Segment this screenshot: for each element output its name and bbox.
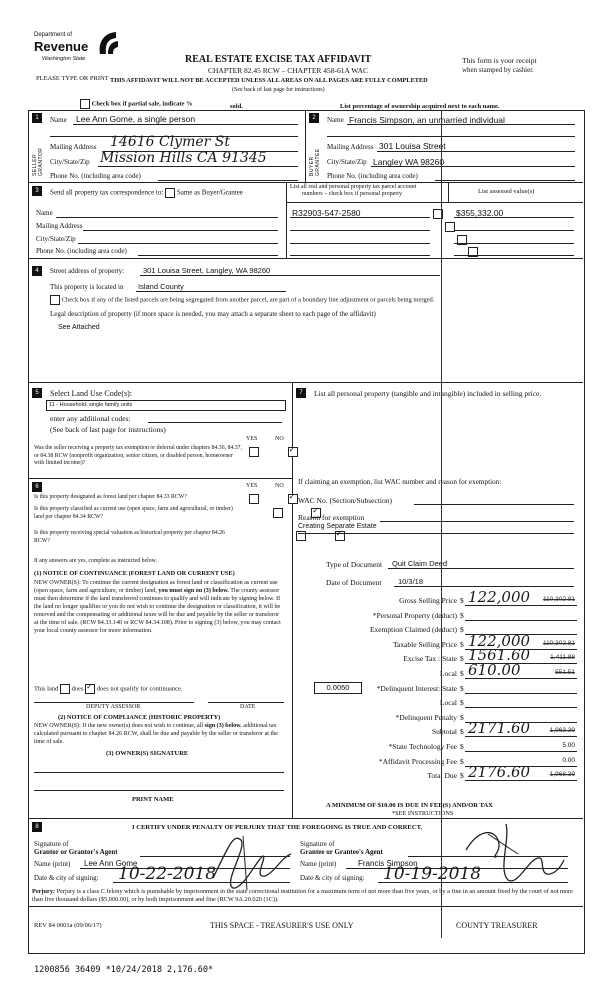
tax-row-handwritten: 1561.60 <box>468 646 531 665</box>
no-col-5: NO <box>275 436 284 442</box>
tax-row <box>292 588 583 608</box>
seller-city-value: Mission Hills CA 91345 <box>100 150 267 166</box>
tax-row-typed: 5.00 <box>562 742 575 749</box>
deputy-assessor-label: DEPUTY ASSESSOR <box>86 704 141 710</box>
receipt-stamp: 1200856 36409 *10/24/2018 2,176.60* <box>34 965 214 975</box>
buyer-mailing-value: 301 Louisa Street <box>379 141 446 151</box>
tax-row-handwritten: 2176.60 <box>468 763 531 782</box>
tax-row-dollar: $ <box>460 712 464 722</box>
please-type: PLEASE TYPE OR PRINT <box>36 75 109 82</box>
tax-row <box>292 646 583 666</box>
grantor-name-print-label: Name (print) <box>34 860 71 868</box>
send-correspondence-label: Send all property tax correspondence to: Same as Buyer/Grantee <box>50 188 243 197</box>
form-revision: REV 84 0001a (09/06/17) <box>34 922 102 929</box>
historic-question: Is this property receiving special valuation as historical property per chapter 84.26 RCW? <box>34 530 225 544</box>
tax-row-dollar: $ <box>460 756 464 766</box>
doc-date-value: 10/3/18 <box>398 577 424 586</box>
grantor-sig-label-1: Signature of <box>34 840 69 848</box>
treasurer-space-label: THIS SPACE - TREASURER'S USE ONLY <box>210 921 354 930</box>
owner-signature-field[interactable] <box>34 772 284 773</box>
doc-date-label: Date of Document <box>326 578 382 587</box>
local-rate-value: 0.0050 <box>326 683 350 692</box>
tax-row-typed: 110,302.81 <box>542 596 575 603</box>
seller-city-field[interactable] <box>98 166 298 167</box>
tax-row-typed: 1,968.39 <box>549 771 575 779</box>
tax-row <box>292 696 583 710</box>
segregated-label: Check box if any of the listed parcels are being segregated from another parcel, are part of a boundary line adjustment or parcels being merged. <box>61 296 435 304</box>
tax-row-field[interactable] <box>465 751 577 752</box>
tax-row-field[interactable] <box>465 620 577 621</box>
corr-mailing-field[interactable] <box>83 230 278 231</box>
corr-phone-label: Phone No. (including area code) <box>36 247 127 255</box>
warning-line: THIS AFFIDAVIT WILL NOT BE ACCEPTED UNLESS ALL AREAS ON ALL PAGES ARE FULLY COMPLETED <box>110 77 428 84</box>
legal-description-label: Legal description of property (if more space is needed, you may attach a separate sheet to each page of the affidavit) <box>50 310 376 318</box>
no-col-6: NO <box>275 483 284 489</box>
sold-label: sold. <box>230 103 243 110</box>
section-6 <box>28 478 293 819</box>
compliance-text: NEW OWNER(S): If the new owner(s) does not wish to continue, all sign (3) below. additional tax calculated pursuant to chapter 84.26 RCW, shall be due and payable by the seller or transferor at the time of sale. <box>34 723 278 745</box>
claiming-exemption-label: If claiming an exemption, list WAC number and reason for exemption: <box>298 478 502 486</box>
tax-row-label: *Delinquent Penalty <box>395 712 457 722</box>
section-4-number: 4 <box>32 266 42 276</box>
parcel-list-label-1: List all real and personal property tax parcel account <box>290 184 417 190</box>
tax-row-typed: 110,302.81 <box>542 639 575 647</box>
tax-row-dollar: $ <box>460 742 464 751</box>
corr-city-field[interactable] <box>78 243 278 244</box>
parcel-number: R32903-547-2580 <box>292 208 361 218</box>
tax-row <box>292 661 583 681</box>
tax-row-dollar: $ <box>460 698 464 708</box>
tax-row-field[interactable] <box>465 693 577 694</box>
section-3 <box>28 182 583 259</box>
section-2-number: 2 <box>309 113 319 123</box>
tax-row-dollar: $ <box>460 669 464 678</box>
logo-line3: Washington State <box>42 56 86 62</box>
local-rate-box[interactable] <box>314 682 362 694</box>
tax-row-label: Exemption Claimed (deduct) <box>369 625 457 635</box>
corr-name-field[interactable] <box>56 217 278 218</box>
located-label: This property is located in <box>50 283 124 291</box>
pen-line <box>441 110 442 938</box>
assessed-value-label: List assessed value(s) <box>478 188 535 195</box>
tax-row-dollar: $ <box>460 596 464 605</box>
partial-sale-row <box>80 99 193 109</box>
current-use-question: Is this property classified as current use (open space, farm and agricultural, or timber) land per chapter 84.34 RCW? <box>34 506 233 520</box>
tax-row-label: *Delinquent Interest: State <box>376 683 457 693</box>
tax-row-typed: 1,963.39 <box>549 727 575 735</box>
doc-type-value: Quit Claim Deed <box>392 559 448 568</box>
minimum-due-1: A MINIMUM OF $10.00 IS DUE IN FEE(S) AND/OR TAX <box>326 802 493 809</box>
buyer-city-label: City/State/Zip <box>327 158 367 166</box>
tax-row-label: *State Technology Fee <box>388 742 457 751</box>
grantor-date-label: Date & city of signing: <box>34 874 99 882</box>
corr-phone-field[interactable] <box>138 255 278 256</box>
reason-label: Reason for exemption <box>298 513 365 522</box>
does-not-checkbox[interactable] <box>85 684 95 694</box>
seller-phone-field[interactable] <box>158 180 298 181</box>
minimum-due-2: *SEE INSTRUCTIONS <box>392 810 454 817</box>
same-as-buyer-checkbox[interactable] <box>165 188 175 198</box>
section-6-number: 6 <box>32 482 42 492</box>
wac-field[interactable] <box>414 504 574 505</box>
if-yes-note: If any answers are yes, complete as instructed below. <box>34 558 157 564</box>
parcel-list-label-2: numbers – check box if personal property <box>302 191 402 197</box>
tax-row-dollar: $ <box>460 610 464 620</box>
grantee-sig-label-2: Grantee or Grantee's Agent <box>300 848 383 856</box>
deputy-date-label: DATE <box>240 704 256 710</box>
buyer-mailing-label: Mailing Address <box>327 143 374 151</box>
section-5-number: 5 <box>32 388 42 398</box>
section-3-number: 3 <box>32 186 42 196</box>
street-address-field[interactable] <box>140 275 440 276</box>
receipt-note-1: This form is your receipt <box>462 56 537 65</box>
yes-col-5: YES <box>246 436 258 442</box>
grantor-name-print-value: Lee Ann Gome <box>84 859 138 868</box>
tax-row <box>292 763 583 783</box>
tax-row-field[interactable] <box>465 707 577 708</box>
seller-name-value: Lee Ann Gome, a single person <box>76 114 196 124</box>
tax-row <box>292 623 583 637</box>
see-back-5: (See back of last page for instructions) <box>50 425 166 434</box>
buyer-phone-label: Phone No. (including area code) <box>327 172 418 180</box>
seller-name-field[interactable] <box>73 124 298 125</box>
tax-row-typed: 1,411.88 <box>550 654 575 662</box>
tax-row-label: Excise Tax : State <box>403 654 457 664</box>
seller-city-label: City/State/Zip <box>50 158 90 166</box>
logo-line1: Department of <box>34 32 73 38</box>
land-use-select[interactable] <box>46 400 286 411</box>
tax-row-handwritten: 122,000 <box>468 631 531 650</box>
forest-question: Is this property designated as forest land per chapter 84.33 RCW? <box>34 494 187 500</box>
located-field[interactable] <box>136 291 286 292</box>
list-percentage: List percentage of ownership acquired next to each name. <box>340 103 500 110</box>
tax-row-label: Total Due <box>427 771 457 781</box>
grantor-date-value: 10-22-2018 <box>118 864 217 884</box>
section-7-number: 7 <box>296 388 306 398</box>
assessed-value: $355,332.00 <box>456 208 504 218</box>
section-8-number: 8 <box>32 822 42 832</box>
tax-row-label: Taxable Selling Price <box>392 639 457 649</box>
this-land-row: This land does ✓ does not qualify for continuance. <box>34 684 183 694</box>
chapter-line: CHAPTER 82.45 RCW – CHAPTER 458-61A WAC <box>208 66 368 75</box>
grantee-date-value: 10-19-2018 <box>383 864 482 884</box>
partial-sale-label: Check box if partial sale, indicate % <box>91 100 193 108</box>
tax-row <box>292 711 583 725</box>
reason-field[interactable] <box>380 521 574 522</box>
receipt-note-2: when stamped by cashier. <box>462 66 534 74</box>
buyer-name-value: Francis Simpson, an unmarried individual <box>349 115 505 125</box>
logo-mark-icon <box>96 30 120 56</box>
segregated-checkbox[interactable] <box>50 295 60 305</box>
tax-row-dollar: $ <box>460 654 464 664</box>
same-as-buyer-label: Same as Buyer/Grantee <box>176 188 243 197</box>
segregated-row <box>50 295 434 305</box>
exemption-yes-checkbox[interactable] <box>249 447 259 457</box>
tax-row-handwritten: 2171.60 <box>468 719 531 738</box>
corr-city-label: City/State/Zip <box>36 235 76 243</box>
reason-value: Creating Separate Estate <box>298 523 377 530</box>
tax-row-label: *Affidavit Processing Fee <box>378 756 457 766</box>
does-checkbox[interactable] <box>60 684 70 694</box>
doc-type-label: Type of Document <box>326 560 383 569</box>
print-name-field[interactable] <box>34 790 284 791</box>
tax-row-handwritten: 122,000 <box>468 588 531 606</box>
continuance-title: (1) NOTICE OF CONTINUANCE (FOREST LAND OR CURRENT USE) <box>34 570 235 577</box>
buyer-city-value: Langley WA 98260 <box>373 157 445 167</box>
logo-line2: Revenue <box>34 39 89 54</box>
print-name-label: PRINT NAME <box>132 796 174 803</box>
tax-row-dollar: $ <box>460 771 464 781</box>
street-address-label: Street address of property: <box>50 267 125 275</box>
tax-row-dollar: $ <box>460 727 464 737</box>
located-value: Island County <box>138 282 184 291</box>
see-back-header: (See back of last page for instructions) <box>232 87 325 93</box>
tax-row-label: Gross Selling Price <box>399 596 457 605</box>
section-7 <box>292 382 583 819</box>
section-5 <box>28 382 293 479</box>
tax-row-typed: 0.00 <box>562 756 575 764</box>
additional-codes-field[interactable] <box>148 422 282 423</box>
grantor-sig-label-2: Grantor or Grantor's Agent <box>34 848 118 856</box>
grantee-name-print-label: Name (print) <box>300 860 337 868</box>
compliance-title: (2) NOTICE OF COMPLIANCE (HISTORIC PROPERTY) <box>58 714 221 721</box>
partial-sale-checkbox[interactable] <box>80 99 90 109</box>
forest-yes-checkbox[interactable] <box>249 494 259 504</box>
section-4 <box>28 258 583 383</box>
seller-mailing-label: Mailing Address <box>50 143 97 151</box>
buyer-name-label: Name <box>327 116 344 124</box>
tax-row <box>292 631 583 652</box>
tax-row-handwritten: 610.00 <box>468 661 521 679</box>
legal-description-value: See Attached <box>58 324 100 331</box>
tax-row-dollar: $ <box>460 625 464 635</box>
land-use-label: Select Land Use Code(s): <box>50 389 132 398</box>
doc-date-field[interactable] <box>394 586 574 587</box>
tax-row-label: *Personal Property (deduct) <box>372 610 457 620</box>
tax-row-label: Local <box>439 669 457 678</box>
corr-name-label: Name <box>36 209 53 217</box>
tax-row-typed: 551.51 <box>555 669 575 676</box>
grantee-sig-label-1: Signature of <box>300 840 335 848</box>
tax-row-label: Subtotal <box>431 727 457 737</box>
personal-property-label: List all personal property (tangible and intangible) included in selling price. <box>314 389 542 398</box>
corr-mailing-label: Mailing Address <box>36 222 83 230</box>
tax-row <box>292 755 583 769</box>
land-use-value: 11 - Household, single family units <box>49 402 133 408</box>
doc-type-field[interactable] <box>388 568 574 569</box>
perjury-notice: Perjury: Perjury is a class C felony which is punishable by imprisonment in the state correctional institution for a maximum term of not more than five years, or by a fine in an amount fixed by the court of not more than five thousand dollars ($5,000.00), or by both imprisonment and fine (RCW 9A.20.020 (1C)). <box>32 888 573 903</box>
section-2 <box>305 110 583 183</box>
seller-phone-label: Phone No. (including area code) <box>50 172 141 180</box>
tax-row-label: Local <box>439 698 457 708</box>
exemption-question: Was the seller receiving a property tax exemption or deferral under chapters 84.36, 84.37, or 84.38 RCW (nonprofit organization, senior citizen, or disabled person, homeowner with limited income)? <box>34 445 242 466</box>
wac-label: WAC No. (Section/Subsection) <box>298 496 392 505</box>
continuance-text: NEW OWNER(S): To continue the current designation as forest land or classification as current use (open space, farm and agriculture, or timber) land, you must sign on (3) below. The county assessor must then determine if the land transferred continues to qualify and will indicate by signing below. If the land no longer qualifies or you do not wish to continue the designation or classification, it will be removed and the compensating or additional taxes will be due and payable by the seller or transferor at the time of sale. (RCW 84.33.140 or RCW 84.34.108). Prior to signing (3) below, you may contact your local county assessor for more information. <box>34 580 281 634</box>
tax-row <box>292 719 583 739</box>
tax-row <box>292 609 583 623</box>
tax-row-dollar: $ <box>460 639 464 649</box>
yes-col-6: YES <box>246 483 258 489</box>
tax-row <box>292 740 583 754</box>
seller-name-label: Name <box>50 116 67 124</box>
dor-logo <box>28 30 138 74</box>
current-use-yes-checkbox[interactable] <box>273 508 283 518</box>
section-8 <box>28 818 583 907</box>
buyer-side-label: BUYER GRANTEE <box>309 148 321 176</box>
form-title: REAL ESTATE EXCISE TAX AFFIDAVIT <box>185 54 372 65</box>
grantee-date-label: Date & city of signing: <box>300 874 365 882</box>
county-treasurer-label: COUNTY TREASURER <box>456 921 538 930</box>
additional-codes-label: enter any additional codes: <box>50 414 131 423</box>
seller-mailing-value: 14616 Clymer St <box>110 134 231 150</box>
owner-signature-label: (3) OWNER(S) SIGNATURE <box>106 750 189 757</box>
seller-side-label: SELLER GRANTOR <box>32 147 44 176</box>
buyer-mailing-field[interactable] <box>377 151 575 152</box>
certify-statement: I CERTIFY UNDER PENALTY OF PERJURY THAT THE FOREGOING IS TRUE AND CORRECT. <box>132 824 423 831</box>
section-1 <box>28 110 306 183</box>
buyer-phone-field[interactable] <box>435 180 575 181</box>
section-1-number: 1 <box>32 113 42 123</box>
tax-row-dollar: $ <box>460 683 464 693</box>
street-address-value: 301 Louisa Street, Langley, WA 98260 <box>143 266 271 275</box>
grantee-name-print-value: Francis Simpson <box>358 859 418 868</box>
